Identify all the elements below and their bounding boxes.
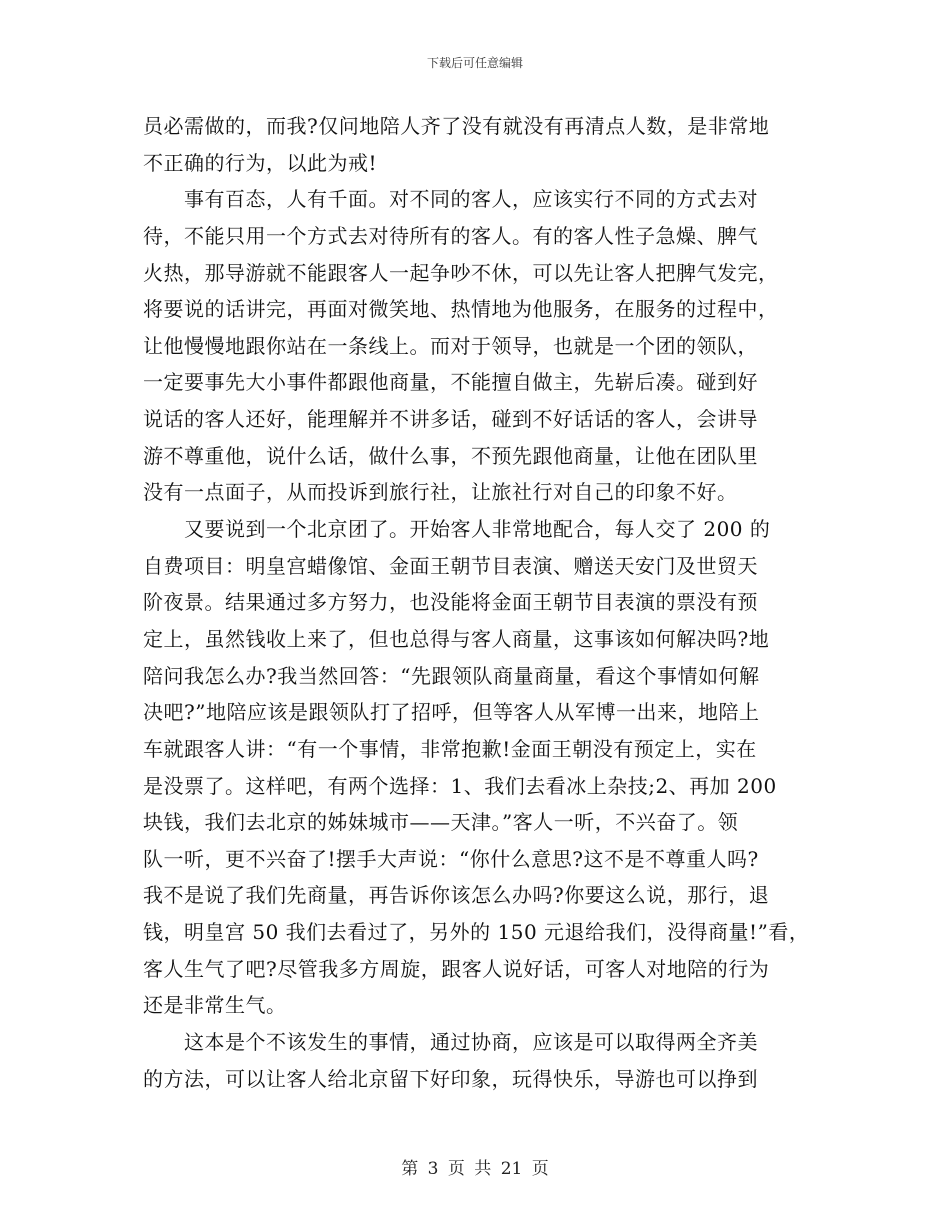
text-line: 陪问我怎么办?我当然回答：“先跟领队商量商量，看这个事情如何解: [143, 663, 760, 688]
text-line: 定上，虽然钱收上来了，但也总得与客人商量，这事该如何解决吗?地: [143, 626, 770, 651]
text-line: 说话的客人还好，能理解并不讲多话，碰到不好话话的客人，会讲导: [143, 407, 758, 432]
text-line: 客人生气了吧?尽管我多方周旋，跟客人说好话，可客人对地陪的行为: [143, 956, 770, 981]
text-line: 事有百态，人有千面。对不同的客人，应该实行不同的方式去对: [143, 187, 758, 212]
page-number-footer: 第 3 页 共 21 页: [401, 1159, 549, 1179]
text-line: 让他慢慢地跟你站在一条线上。而对于领导，也就是一个团的领队，: [143, 333, 758, 358]
text-line: 自费项目：明皇宫蜡像馆、金面王朝节目表演、赠送天安门及世贸天: [143, 553, 758, 578]
text-line: 的方法，可以让客人给北京留下好印象，玩得快乐，导游也可以挣到: [143, 1066, 758, 1091]
text-line: 块钱，我们去北京的姊妹城市——天津。”客人一听，不兴奋了。领: [143, 810, 739, 835]
text-line: 游不尊重他，说什么话，做什么事，不预先跟他商量，让他在团队里: [143, 443, 758, 468]
text-line: 没有一点面子，从而投诉到旅行社，让旅社行对自己的印象不好。: [143, 480, 738, 505]
text-line: 阶夜景。结果通过多方努力，也没能将金面王朝节目表演的票没有预: [143, 590, 758, 615]
text-line: 我不是说了我们先商量，再告诉你该怎么办吗?你要这么说，那行，退: [143, 883, 770, 908]
text-line: 还是非常生气。: [143, 993, 287, 1018]
text-line: 又要说到一个北京团了。开始客人非常地配合，每人交了 200 的: [143, 517, 771, 542]
text-line: 员必需做的，而我?仅问地陪人齐了没有就没有再清点人数，是非常地: [143, 114, 770, 138]
text-line: 是没票了。这样吧，有两个选择：1、我们去看冰上杂技;2、再加 200: [143, 773, 777, 798]
text-line: 一定要事先大小事件都跟他商量，不能擅自做主，先崭后凑。碰到好: [143, 370, 758, 395]
document-body: [143, 108, 815, 1097]
text-line: 火热，那导游就不能跟客人一起争吵不休，可以先让客人把脾气发完，: [143, 260, 779, 285]
text-line: 队一听，更不兴奋了!摆手大声说：“你什么意思?这不是不尊重人吗?: [143, 846, 759, 871]
page-header: 下载后可任意编辑: [426, 56, 523, 70]
text-line: 车就跟客人讲：“有一个事情，非常抱歉!金面王朝没有预定上，实在: [143, 736, 757, 761]
text-line: 这本是个不该发生的事情，通过协商，应该是可以取得两全齐美: [143, 1030, 758, 1055]
text-line: 不正确的行为，以此为戒!: [143, 150, 378, 175]
text-line: 将要说的话讲完，再面对微笑地、热情地为他服务，在服务的过程中，: [143, 297, 779, 322]
text-line: 决吧?”地陪应该是跟领队打了招呼，但等客人从军博一出来，地陪上: [143, 700, 760, 725]
text-line: 待，不能只用一个方式去对待所有的客人。有的客人性子急燥、脾气: [143, 223, 758, 248]
text-line: 钱，明皇宫 50 我们去看过了，另外的 150 元退给我们，没得商量!”看，: [143, 920, 810, 945]
